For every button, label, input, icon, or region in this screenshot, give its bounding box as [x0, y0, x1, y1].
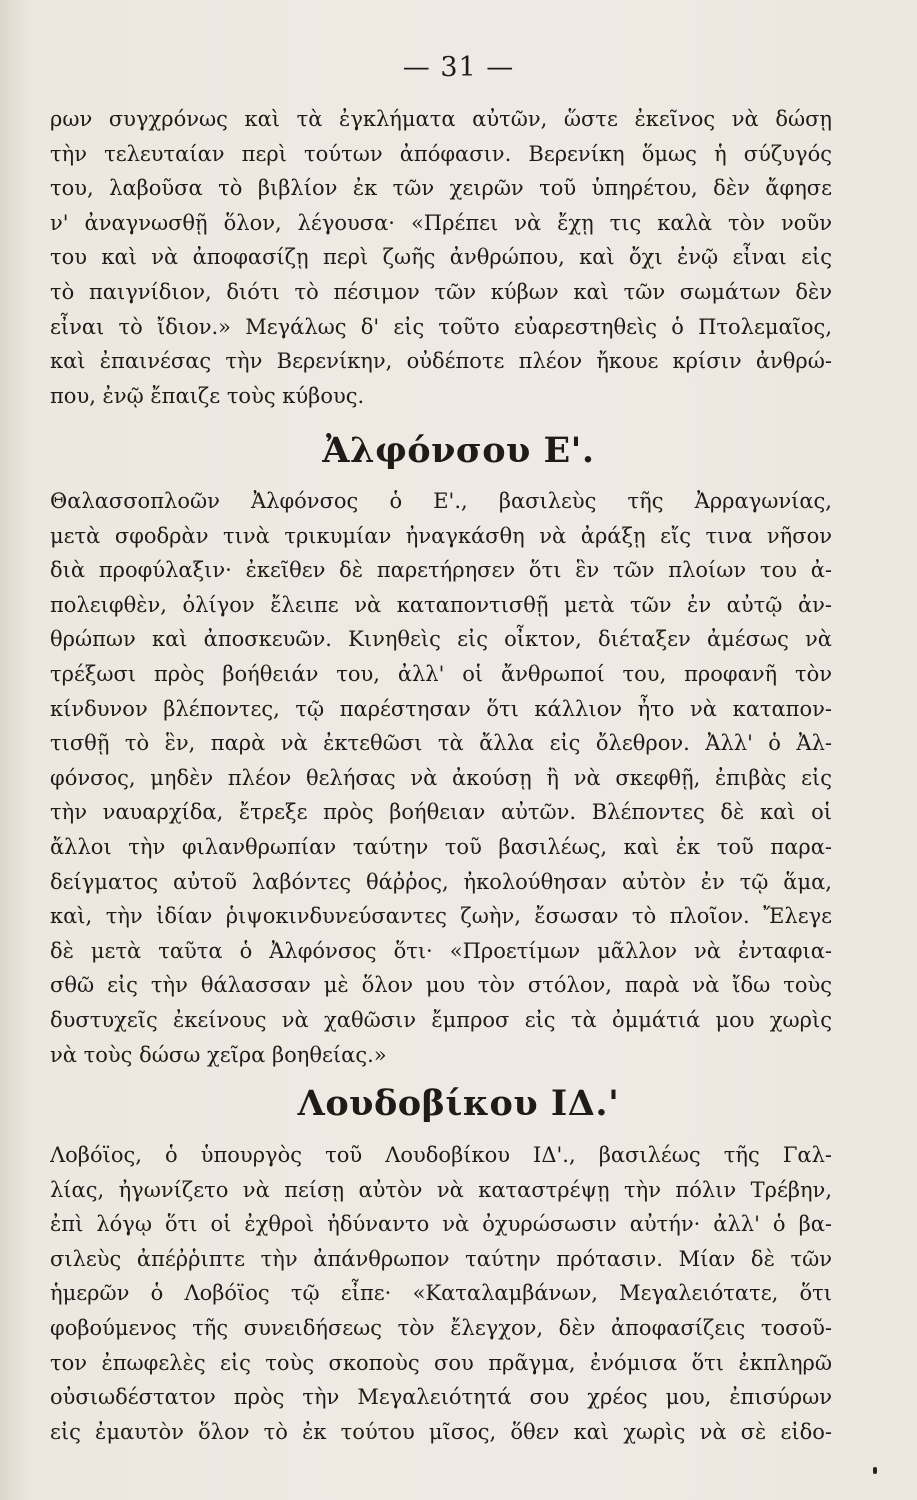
- text-line: τον ἐπωφελὲς εἰς τοὺς σκοποὺς σου πρᾶγμα, ἐνόμισα ὅτι ἐκπληρῶ: [50, 1350, 832, 1375]
- text-line: τισθῇ τὸ ἓν, παρὰ νὰ ἐκτεθῶσι τὰ ἄλλα εἰς ὄλεθρον. Ἀλλ' ὁ Ἀλ-: [50, 731, 832, 756]
- ink-speck: [873, 1467, 877, 1474]
- text-line: μετὰ σφοδρὰν τινὰ τρικυμίαν ἠναγκάσθη νὰ ἀράξῃ εἴς τινα νῆσον: [50, 523, 832, 548]
- section-heading-louis: Λουδοβίκου ΙΔ.': [297, 1083, 620, 1124]
- text-line: τὴν τελευταίαν περὶ τούτων ἀπόφασιν. Βερενίκη ὅμως ἡ σύζυγός: [50, 141, 832, 166]
- text-line: του καὶ νὰ ἀποφασίζῃ περὶ ζωῆς ἀνθρώπου, καὶ ὄχι ἐνῷ εἶναι εἰς: [50, 245, 832, 270]
- text-line: του, λαβοῦσα τὸ βιβλίον ἐκ τῶν χειρῶν τοῦ ὑπηρέτου, δὲν ἄφησε: [50, 176, 832, 201]
- text-line: εἰς ἐμαυτὸν ὅλον τὸ ἐκ τούτου μῖσος, ὅθεν καὶ χωρὶς νὰ σὲ εἰδο-: [50, 1419, 832, 1444]
- text-line: κίνδυνον βλέποντες, τῷ παρέστησαν ὅτι κάλλιον ἦτο νὰ καταπον-: [50, 696, 832, 721]
- text-line: θρώπων καὶ ἀποσκευῶν. Κινηθεὶς εἰς οἶκτον, διέταξεν ἀμέσως νὰ: [50, 627, 832, 652]
- text-line: δὲ μετὰ ταῦτα ὁ Ἀλφόνσος ὅτι· «Προετίμων μᾶλλον νὰ ἐνταφια-: [50, 938, 832, 963]
- text-line: σιλεὺς ἀπέῤῥιπτε τὴν ἀπάνθρωπον ταύτην πρότασιν. Μίαν δὲ τῶν: [50, 1246, 832, 1271]
- text-line: σθῶ εἰς τὴν θάλασσαν μὲ ὅλον μου τὸν στόλον, παρὰ νὰ ἴδω τοὺς: [50, 973, 832, 998]
- text-line: Θαλασσοπλοῶν Ἀλφόνσος ὁ Ε'., βασιλεὺς τῆς Ἀρραγωνίας,: [50, 489, 832, 513]
- text-line: ἄλλοι τὴν φιλανθρωπίαν ταύτην τοῦ βασιλέως, καὶ ἐκ τοῦ παρα-: [50, 834, 832, 859]
- text-line: ν' ἀναγνωσθῇ ὅλον, λέγουσα· «Πρέπει νὰ ἔχῃ τις καλὰ τὸν νοῦν: [50, 210, 832, 235]
- page-number: — 31 —: [402, 52, 515, 83]
- paragraph-louis: [50, 1138, 832, 1449]
- paragraph-ptolemy-continued: [50, 102, 832, 413]
- text-line: καὶ, τὴν ἰδίαν ῥιψοκινδυνεύσαντες ζωὴν, ἔσωσαν τὸ πλοῖον. Ἔλεγε: [50, 904, 832, 929]
- text-line: διὰ προφύλαξιν· ἐκεῖθεν δὲ παρετήρησεν ὅτι ἓν τῶν πλοίων του ἀ-: [50, 558, 832, 583]
- text-line: Λοβόϊος, ὁ ὑπουργὸς τοῦ Λουδοβίκου ΙΔ'., βασιλέως τῆς Γαλ-: [50, 1143, 832, 1167]
- text-line: φοβούμενος τῆς συνειδήσεως τὸν ἔλεγχον, δὲν ἀποφασίζεις τοσοῦ-: [50, 1315, 832, 1340]
- text-line: νὰ τοὺς δώσω χεῖρα βοηθείας.»: [50, 1042, 387, 1067]
- text-line: οὐσιωδέστατον πρὸς τὴν Μεγαλειότητά σου χρέος μου, ἐπισύρων: [50, 1385, 832, 1410]
- text-line: εἶναι τὸ ἴδιον.» Μεγάλως δ' εἰς τοῦτο εὐαρεστηθεὶς ὁ Πτολεμαῖος,: [50, 314, 832, 339]
- text-line: δείγματος αὐτοῦ λαβόντες θάῤῥος, ἠκολούθησαν αὐτὸν ἐν τῷ ἅμα,: [50, 869, 832, 894]
- text-line: τρέξωσι πρὸς βοήθειάν του, ἀλλ' οἱ ἄνθρωποί του, προφανῆ τὸν: [50, 661, 832, 686]
- text-line: καὶ ἐπαινέσας τὴν Βερενίκην, οὐδέποτε πλέον ἤκουε κρίσιν ἀνθρώ-: [50, 349, 832, 374]
- text-line: τὸ παιγνίδιον, διότι τὸ πέσιμον τῶν κύβων καὶ τῶν σωμάτων δὲν: [50, 279, 832, 304]
- text-line: λίας, ἠγωνίζετο νὰ πείσῃ αὐτὸν νὰ καταστρέψῃ τὴν πόλιν Τρέβην,: [50, 1177, 832, 1202]
- text-line: που, ἐνῷ ἔπαιζε τοὺς κύβους.: [50, 383, 365, 408]
- text-line: πολειφθὲν, ὀλίγον ἔλειπε νὰ καταποντισθῇ μετὰ τῶν ἐν αὐτῷ ἀν-: [50, 592, 832, 617]
- text-line: τὴν ναυαρχίδα, ἔτρεξε πρὸς βοήθειαν αὐτῶν. Βλέποντες δὲ καὶ οἱ: [50, 800, 832, 825]
- text-line: δυστυχεῖς ἐκείνους νὰ χαθῶσιν ἔμπροσ εἰς τὰ ὀμμάτιά μου χωρὶς: [50, 1007, 832, 1032]
- section-heading-alfonso: Ἀλφόνσου Ε'.: [322, 430, 595, 471]
- text-line: ἐπὶ λόγῳ ὅτι οἱ ἐχθροὶ ἠδύναντο νὰ ὀχυρώσωσιν αὐτήν· ἀλλ' ὁ βα-: [50, 1212, 832, 1237]
- paragraph-alfonso: [50, 484, 832, 1072]
- text-line: φόνσος, μηδὲν πλέον θελήσας νὰ ἀκούσῃ ἢ νὰ σκεφθῇ, ἐπιβὰς εἰς: [50, 765, 832, 790]
- text-line: ἡμερῶν ὁ Λοβόϊος τῷ εἶπε· «Καταλαμβάνων, Μεγαλειότατε, ὅτι: [50, 1281, 832, 1306]
- text-line: ρων συγχρόνως καὶ τὰ ἐγκλήματα αὐτῶν, ὥστε ἐκεῖνος νὰ δώσῃ: [50, 107, 832, 131]
